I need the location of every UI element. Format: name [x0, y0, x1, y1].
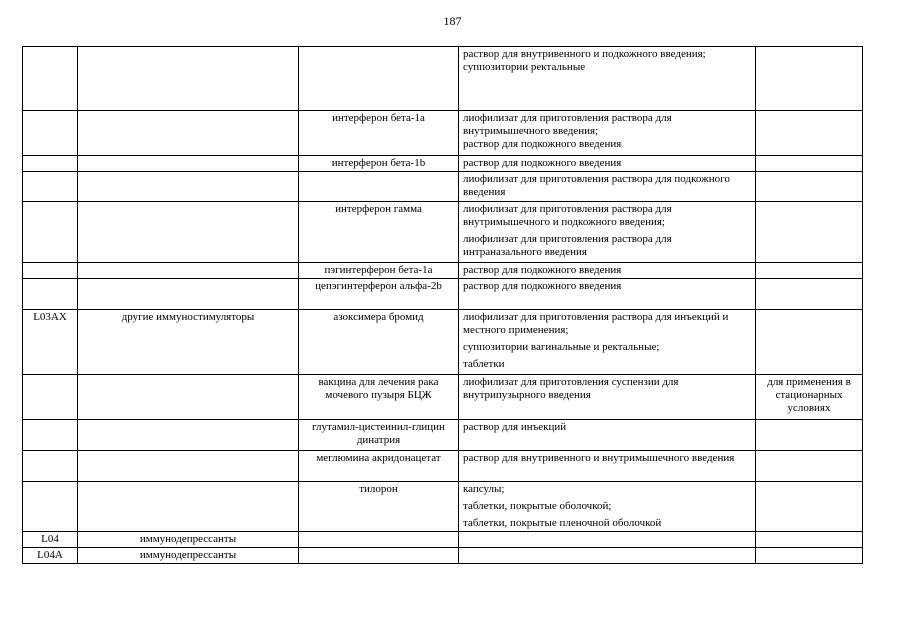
- group-cell: [78, 375, 299, 420]
- drug-table: [22, 46, 863, 564]
- dosage-form-cell: [459, 310, 756, 375]
- group-cell: [78, 111, 299, 156]
- dosage-form-cell: [459, 172, 756, 202]
- atc-code-cell: [23, 156, 78, 172]
- dosage-form-cell: [459, 532, 756, 548]
- atc-code-cell: [23, 482, 78, 532]
- atc-code-cell: [23, 202, 78, 263]
- dosage-form-text: суппозитории вагинальные и ректальные;: [463, 341, 660, 353]
- atc-code-cell: [23, 451, 78, 482]
- table-row: [23, 420, 863, 451]
- table-row: [23, 47, 863, 111]
- note-cell: [756, 202, 863, 263]
- atc-code-cell: [23, 420, 78, 451]
- table-row: [23, 532, 863, 548]
- atc-code-cell: [23, 375, 78, 420]
- note-cell: [756, 532, 863, 548]
- table-row: [23, 482, 863, 532]
- dosage-form-cell: [459, 156, 756, 172]
- group-cell: другие иммуностимуляторы: [78, 310, 299, 375]
- dosage-form-cell: [459, 548, 756, 564]
- table-row: [23, 548, 863, 564]
- note-cell: [756, 111, 863, 156]
- table-row: [23, 202, 863, 263]
- dosage-form-cell: [459, 263, 756, 279]
- dosage-form-text: раствор для подкожного введения: [463, 138, 622, 150]
- table-row: [23, 156, 863, 172]
- dosage-form-text: лиофилизат для приготовления раствора для инъекций и местного применения;: [463, 311, 729, 336]
- table-row: [23, 310, 863, 375]
- dosage-form-text: капсулы;: [463, 483, 505, 495]
- group-cell: [78, 451, 299, 482]
- note-cell: [756, 482, 863, 532]
- atc-code-cell: [23, 263, 78, 279]
- drug-name-cell: [299, 47, 459, 111]
- note-cell: [756, 279, 863, 310]
- drug-name-cell: [299, 172, 459, 202]
- atc-code-cell: [23, 47, 78, 111]
- dosage-form-cell: [459, 202, 756, 263]
- drug-name-cell: глутамил-цистеинил-глицин динатрия: [299, 420, 459, 451]
- dosage-form-cell: [459, 482, 756, 532]
- group-cell: [78, 279, 299, 310]
- drug-name-cell: пэгинтерферон бета-1a: [299, 263, 459, 279]
- note-cell: для применения в стационарных условиях: [756, 375, 863, 420]
- dosage-form-text: таблетки: [463, 358, 505, 370]
- atc-code-cell: [23, 111, 78, 156]
- dosage-form-text: раствор для внутривенного и подкожного введения;: [463, 48, 706, 60]
- note-cell: [756, 548, 863, 564]
- group-cell: иммунодепрессанты: [78, 532, 299, 548]
- dosage-form-cell: [459, 420, 756, 451]
- group-cell: [78, 202, 299, 263]
- atc-code-cell: L03AX: [23, 310, 78, 375]
- dosage-form-text: лиофилизат для приготовления раствора для интраназального введения: [463, 233, 672, 258]
- table-row: [23, 279, 863, 310]
- note-cell: [756, 172, 863, 202]
- note-cell: [756, 263, 863, 279]
- table-row: [23, 111, 863, 156]
- note-cell: [756, 47, 863, 111]
- dosage-form-text: лиофилизат для приготовления раствора для подкожного введения: [463, 173, 730, 198]
- group-cell: [78, 263, 299, 279]
- drug-name-cell: азоксимера бромид: [299, 310, 459, 375]
- drug-name-cell: [299, 548, 459, 564]
- note-cell: [756, 420, 863, 451]
- group-cell: [78, 156, 299, 172]
- dosage-form-text: суппозитории ректальные: [463, 61, 586, 73]
- page-number: 187: [443, 14, 462, 28]
- drug-name-cell: тилорон: [299, 482, 459, 532]
- drug-name-cell: интерферон бета-1b: [299, 156, 459, 172]
- dosage-form-text: таблетки, покрытые пленочной оболочкой: [463, 517, 662, 529]
- dosage-form-cell: [459, 47, 756, 111]
- dosage-form-cell: [459, 451, 756, 482]
- group-cell: иммунодепрессанты: [78, 548, 299, 564]
- dosage-form-text: раствор для подкожного введения: [463, 264, 622, 276]
- dosage-form-text: раствор для подкожного введения: [463, 157, 622, 169]
- dosage-form-text: раствор для внутривенного и внутримышечного введения: [463, 452, 735, 464]
- dosage-form-text: раствор для подкожного введения: [463, 280, 622, 292]
- dosage-form-text: таблетки, покрытые оболочкой;: [463, 500, 612, 512]
- drug-name-cell: вакцина для лечения рака мочевого пузыря БЦЖ: [299, 375, 459, 420]
- atc-code-cell: [23, 279, 78, 310]
- drug-name-cell: интерферон бета-1a: [299, 111, 459, 156]
- drug-name-cell: цепэгинтерферон альфа-2b: [299, 279, 459, 310]
- dosage-form-text: раствор для инъекций: [463, 421, 567, 433]
- table-row: [23, 172, 863, 202]
- table-row: [23, 451, 863, 482]
- note-cell: [756, 451, 863, 482]
- group-cell: [78, 172, 299, 202]
- drug-name-cell: [299, 532, 459, 548]
- group-cell: [78, 420, 299, 451]
- table-row: [23, 375, 863, 420]
- group-cell: [78, 47, 299, 111]
- atc-code-cell: L04A: [23, 548, 78, 564]
- note-cell: [756, 310, 863, 375]
- table-row: [23, 263, 863, 279]
- dosage-form-text: лиофилизат для приготовления раствора для внутримышечного и подкожного введения;: [463, 203, 672, 228]
- dosage-form-cell: [459, 375, 756, 420]
- drug-name-cell: меглюмина акридонацетат: [299, 451, 459, 482]
- note-cell: [756, 156, 863, 172]
- drug-name-cell: интерферон гамма: [299, 202, 459, 263]
- dosage-form-text: лиофилизат для приготовления раствора для внутримышечного введения;: [463, 112, 672, 137]
- group-cell: [78, 482, 299, 532]
- dosage-form-cell: [459, 111, 756, 156]
- atc-code-cell: [23, 172, 78, 202]
- atc-code-cell: L04: [23, 532, 78, 548]
- dosage-form-cell: [459, 279, 756, 310]
- dosage-form-text: лиофилизат для приготовления суспензии для внутрипузырного введения: [463, 376, 679, 401]
